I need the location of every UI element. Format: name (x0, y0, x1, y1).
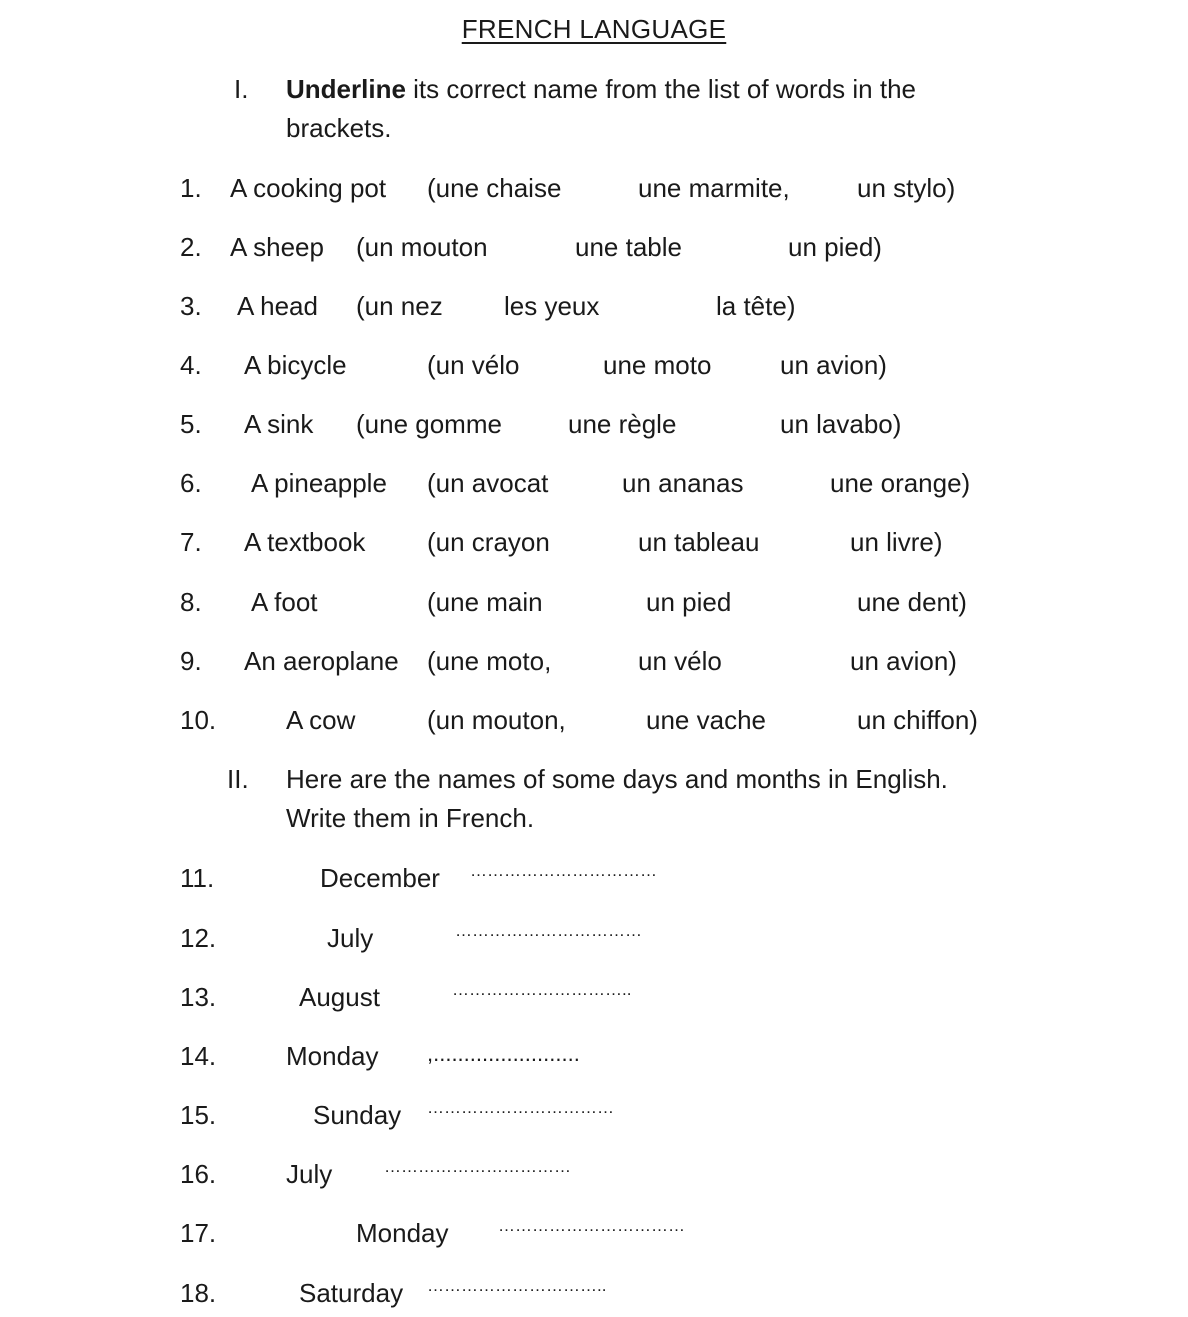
instruction-bold-word: Underline (286, 74, 406, 104)
answer-blank[interactable]: …………………………… (470, 861, 657, 880)
option-3[interactable]: la tête) (716, 291, 796, 321)
item-word: Saturday (299, 1278, 404, 1308)
item-english: A cooking pot (230, 173, 387, 203)
item-english: A sink (244, 409, 314, 439)
item-english: A foot (251, 587, 318, 617)
answer-blank[interactable]: ,........................ (427, 1041, 580, 1066)
answer-blank[interactable]: …………………………… (455, 921, 642, 940)
option-2[interactable]: les yeux (504, 291, 600, 321)
item-number: 15. (180, 1100, 217, 1130)
section-2-instruction-line2: Write them in French. (286, 803, 535, 833)
item-number: 7. (180, 527, 202, 557)
option-1[interactable]: (une gomme (356, 409, 502, 439)
option-1[interactable]: (un crayon (427, 527, 550, 557)
item-number: 8. (180, 587, 202, 617)
section-1-instruction-line2: brackets. (286, 113, 392, 143)
option-1[interactable]: (une main (427, 587, 543, 617)
item-word: July (286, 1159, 333, 1189)
option-2[interactable]: une marmite, (638, 173, 790, 203)
option-3[interactable]: un lavabo) (780, 409, 902, 439)
item-word: Monday (286, 1041, 379, 1071)
option-1[interactable]: (un mouton (356, 232, 488, 262)
item-number: 11. (180, 863, 215, 893)
option-3[interactable]: un avion) (780, 350, 887, 380)
item-number: 1. (180, 173, 202, 203)
item-number: 3. (180, 291, 202, 321)
option-1[interactable]: (un mouton, (427, 705, 566, 735)
option-2[interactable]: une moto (603, 350, 712, 380)
option-3[interactable]: un livre) (850, 527, 943, 557)
page-title: FRENCH LANGUAGE (461, 14, 727, 44)
answer-blank[interactable]: ………………………….. (427, 1276, 607, 1295)
item-english: A head (237, 291, 318, 321)
section-2-instruction-line1: Here are the names of some days and months in English. (286, 764, 948, 794)
item-number: 5. (180, 409, 202, 439)
section-2-numeral: II. (227, 764, 249, 794)
item-number: 17. (180, 1218, 217, 1248)
answer-blank[interactable]: …………………………… (498, 1216, 685, 1235)
item-word: December (320, 863, 440, 893)
option-3[interactable]: une dent) (857, 587, 967, 617)
section-1-numeral: I. (234, 74, 249, 104)
option-1[interactable]: (un nez (356, 291, 443, 321)
option-2[interactable]: une vache (646, 705, 766, 735)
item-word: Monday (356, 1218, 449, 1248)
item-number: 12. (180, 923, 217, 953)
item-word: July (327, 923, 374, 953)
item-english: An aeroplane (244, 646, 399, 676)
section-1-instruction-line1 (286, 76, 916, 102)
option-1[interactable]: (un avocat (427, 468, 549, 498)
option-2[interactable]: un ananas (622, 468, 744, 498)
option-2[interactable]: un pied (646, 587, 732, 617)
item-word: August (299, 982, 380, 1012)
option-2[interactable]: une règle (568, 409, 677, 439)
item-number: 4. (180, 350, 202, 380)
item-english: A bicycle (244, 350, 347, 380)
item-english: A sheep (230, 232, 324, 262)
item-number: 13. (180, 982, 217, 1012)
option-2[interactable]: une table (575, 232, 682, 262)
option-3[interactable]: un pied) (788, 232, 882, 262)
option-2[interactable]: un tableau (638, 527, 760, 557)
item-number: 2. (180, 232, 202, 262)
option-3[interactable]: un avion) (850, 646, 957, 676)
option-1[interactable]: (une chaise (427, 173, 562, 203)
item-number: 9. (180, 646, 202, 676)
answer-blank[interactable]: …………………………… (427, 1098, 614, 1117)
answer-blank[interactable]: …………………………… (384, 1157, 571, 1176)
option-1[interactable]: (un vélo (427, 350, 520, 380)
instruction-rest: its correct name from the list of words in the (405, 74, 916, 104)
item-english: A cow (286, 705, 356, 735)
item-number: 14. (180, 1041, 217, 1071)
answer-blank[interactable]: ………………………….. (452, 980, 632, 999)
option-2[interactable]: un vélo (638, 646, 722, 676)
option-3[interactable]: un chiffon) (857, 705, 978, 735)
option-3[interactable]: un stylo) (857, 173, 956, 203)
item-number: 10. (180, 705, 217, 735)
item-number: 18. (180, 1278, 217, 1308)
item-english: A pineapple (251, 468, 387, 498)
option-1[interactable]: (une moto, (427, 646, 552, 676)
option-3[interactable]: une orange) (830, 468, 971, 498)
item-word: Sunday (313, 1100, 402, 1130)
item-english: A textbook (244, 527, 366, 557)
item-number: 16. (180, 1159, 217, 1189)
item-number: 6. (180, 468, 202, 498)
